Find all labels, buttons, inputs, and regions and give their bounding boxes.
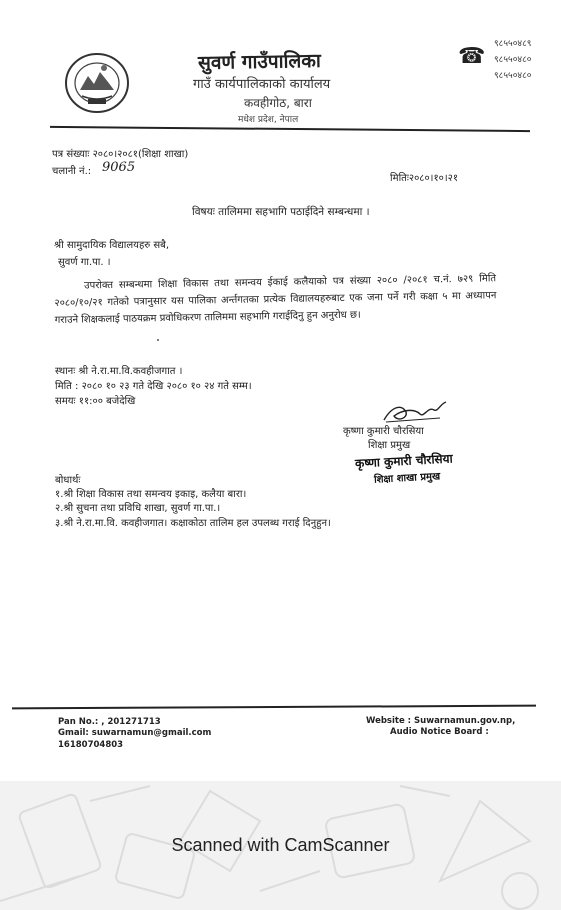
phone-list (494, 36, 531, 84)
signatory-name: कृष्णा कुमारी चौरसिया (343, 426, 424, 437)
footer-pan: Pan No.: , 201271713 (58, 717, 161, 727)
office-subtitle: गाउँ कार्यपालिकाको कार्यालय (193, 77, 331, 92)
dispatch-label: चलानी नं.: (52, 166, 92, 177)
ink-dot (157, 339, 159, 341)
dispatch-number: 9065 (102, 160, 136, 175)
office-province: मधेश प्रदेश, नेपाल (238, 115, 299, 125)
letter-subject: विषयः तालिममा सहभागि पठाईदिने सम्बन्धमा । (192, 206, 370, 218)
cc-item: २.श्री सुचना तथा प्रविधि शाखा, सुवर्ण गा.पा.। (55, 503, 221, 514)
letter-date: मितिः२०८०।१०।२१ (390, 173, 459, 184)
official-stamp-designation: शिक्षा शाखा प्रमुख (373, 471, 441, 486)
header-divider (50, 126, 530, 132)
footer-audio-board: Audio Notice Board : (390, 727, 489, 737)
training-dates: मिति : २०८० १० २३ गते देखि २०८० १० २४ गते सम्म। (55, 381, 252, 392)
footer-website: Website : Suwarnamun.gov.np, (366, 716, 516, 726)
scanner-banner (0, 781, 561, 910)
footer-email: Gmail: suwarnamun@gmail.com (58, 728, 212, 738)
training-venue: स्थानः श्री ने.रा.मा.वि.कवहीजगात । (55, 366, 183, 377)
official-stamp-name: कृष्णा कुमारी चौरसिया (354, 451, 453, 471)
addressee-line-2: सुवर्ण गा.पा. । (58, 257, 111, 268)
phone-number: ९८५५०४८९ (494, 39, 532, 49)
phone-number: ९८५५०४८० (494, 71, 532, 81)
signatory-designation: शिक्षा प्रमुख (368, 440, 411, 451)
cc-item: १.श्री शिक्षा विकास तथा समन्वय इकाइ, कलैया बारा। (55, 489, 247, 500)
footer-divider (12, 705, 536, 710)
addressee-line-1: श्री सामुदायिक विद्यालयहरु सबै, (54, 240, 170, 251)
training-time: समयः ११:०० बजेदेखि (55, 396, 136, 407)
body-paragraph: उपरोक्त सम्बन्धमा शिक्षा विकास तथा समन्वय ईकाई कलैयाको पत्र संख्या २०८० /२०८१ च.नं. ७२९ मिति २०८०/१०/२१ गतेको पत्रानुसार यस पालिका अर्न्तगतका प्रत्येक विद्यालयहरुबाट एक जना पर्ने गरी कक्षा ५ मा अध्यापन गराउने शिक्षकलाई पाठयक्रम प्रवोधिकरण तालिममा सहभागि गराईदिनु हुन अनुरोध छ। (54, 273, 497, 326)
footer-phone: 16180704803 (58, 740, 124, 750)
office-title: सुवर्ण गाउँपालिका (197, 49, 322, 75)
telephone-icon: ☎ (458, 44, 486, 69)
municipality-emblem-icon (64, 52, 130, 114)
letter-body (54, 270, 497, 329)
cc-heading: बोधार्थः (55, 475, 81, 486)
office-location: कवहीगोठ, बारा (244, 96, 312, 110)
scanner-watermark-text: Scanned with CamScanner (171, 835, 390, 855)
phone-number: ९८५५०४८० (494, 55, 532, 65)
cc-item: ३.श्री ने.रा.मा.वि. कवहीजगात। कक्षाकोठा तालिम हल उपलब्ध गराई दिनुहुन। (55, 518, 331, 529)
reference-number: पत्र संख्याः २०८०।२०८१(शिक्षा शाखा) (52, 149, 189, 160)
